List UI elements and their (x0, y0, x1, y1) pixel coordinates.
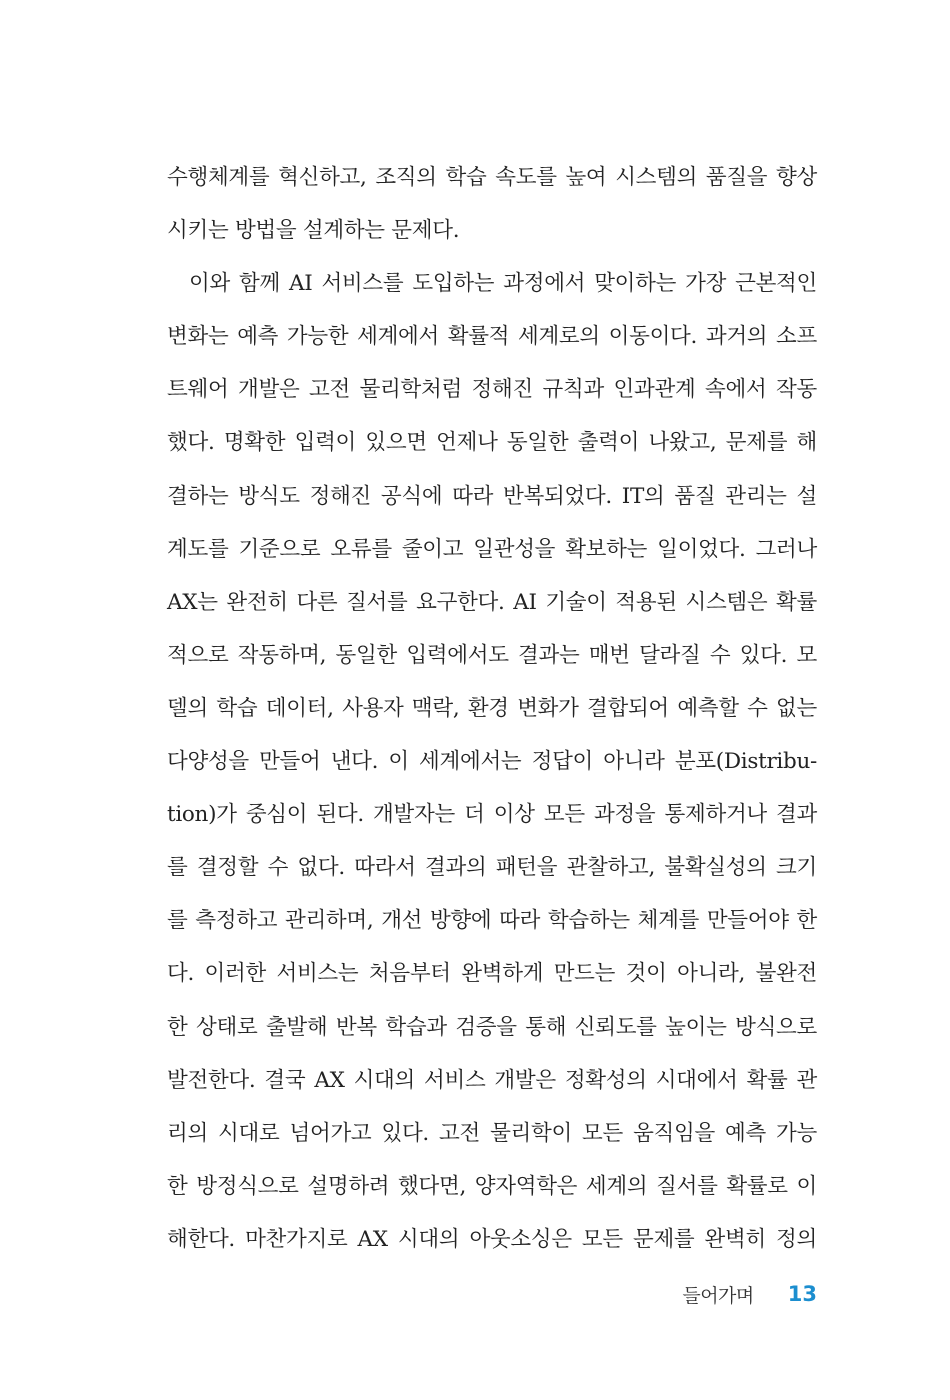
text-line: 트웨어 개발은 고전 물리학처럼 정해진 규칙과 인과관계 속에서 작동 (167, 377, 817, 403)
running-head: 들어가며 (682, 1284, 754, 1307)
text-line: 델의 학습 데이터, 사용자 맥락, 환경 변화가 결합되어 예측할 수 없는 (167, 695, 817, 721)
text-line: AX는 완전히 다른 질서를 요구한다. AI 기술이 적용된 시스템은 확률 (167, 589, 817, 615)
text-line: 한 방정식으로 설명하려 했다면, 양자역학은 세계의 질서를 확률로 이 (167, 1173, 817, 1199)
text-line: 변화는 예측 가능한 세계에서 확률적 세계로의 이동이다. 과거의 소프 (167, 324, 817, 350)
text-line: 이와 함께 AI 서비스를 도입하는 과정에서 맞이하는 가장 근본적인 (189, 271, 817, 297)
page-footer (682, 1275, 817, 1313)
text-line: 해한다. 마찬가지로 AX 시대의 아웃소싱은 모든 문제를 완벽히 정의 (167, 1226, 817, 1252)
text-line: 수행체계를 혁신하고, 조직의 학습 속도를 높여 시스템의 품질을 향상 (167, 165, 817, 190)
text-line: 시키는 방법을 설계하는 문제다. (167, 218, 460, 244)
text-line: 다양성을 만들어 낸다. 이 세계에서는 정답이 아니라 분포(Distribu- (167, 749, 817, 775)
text-line: tion)가 중심이 된다. 개발자는 더 이상 모든 과정을 통제하거나 결과 (167, 802, 817, 828)
page-number: 13 (787, 1282, 817, 1306)
text-line: 했다. 명확한 입력이 있으면 언제나 동일한 출력이 나왔고, 문제를 해 (167, 430, 817, 456)
text-line: 한 상태로 출발해 반복 학습과 검증을 통해 신뢰도를 높이는 방식으로 (167, 1014, 817, 1040)
text-line: 발전한다. 결국 AX 시대의 서비스 개발은 정확성의 시대에서 확률 관 (167, 1067, 817, 1093)
body-text (167, 151, 817, 1266)
text-line: 리의 시대로 넘어가고 있다. 고전 물리학이 모든 움직임을 예측 가능 (167, 1120, 817, 1146)
text-line: 결하는 방식도 정해진 공식에 따라 반복되었다. IT의 품질 관리는 설 (167, 483, 817, 509)
text-line: 적으로 작동하며, 동일한 입력에서도 결과는 매번 달라질 수 있다. 모 (167, 642, 817, 668)
text-line: 계도를 기준으로 오류를 줄이고 일관성을 확보하는 일이었다. 그러나 (167, 536, 817, 562)
text-line: 다. 이러한 서비스는 처음부터 완벽하게 만드는 것이 아니라, 불완전 (167, 961, 817, 987)
text-line: 를 결정할 수 없다. 따라서 결과의 패턴을 관찰하고, 불확실성의 크기 (167, 855, 817, 881)
text-line: 를 측정하고 관리하며, 개선 방향에 따라 학습하는 체계를 만들어야 한 (167, 908, 817, 934)
